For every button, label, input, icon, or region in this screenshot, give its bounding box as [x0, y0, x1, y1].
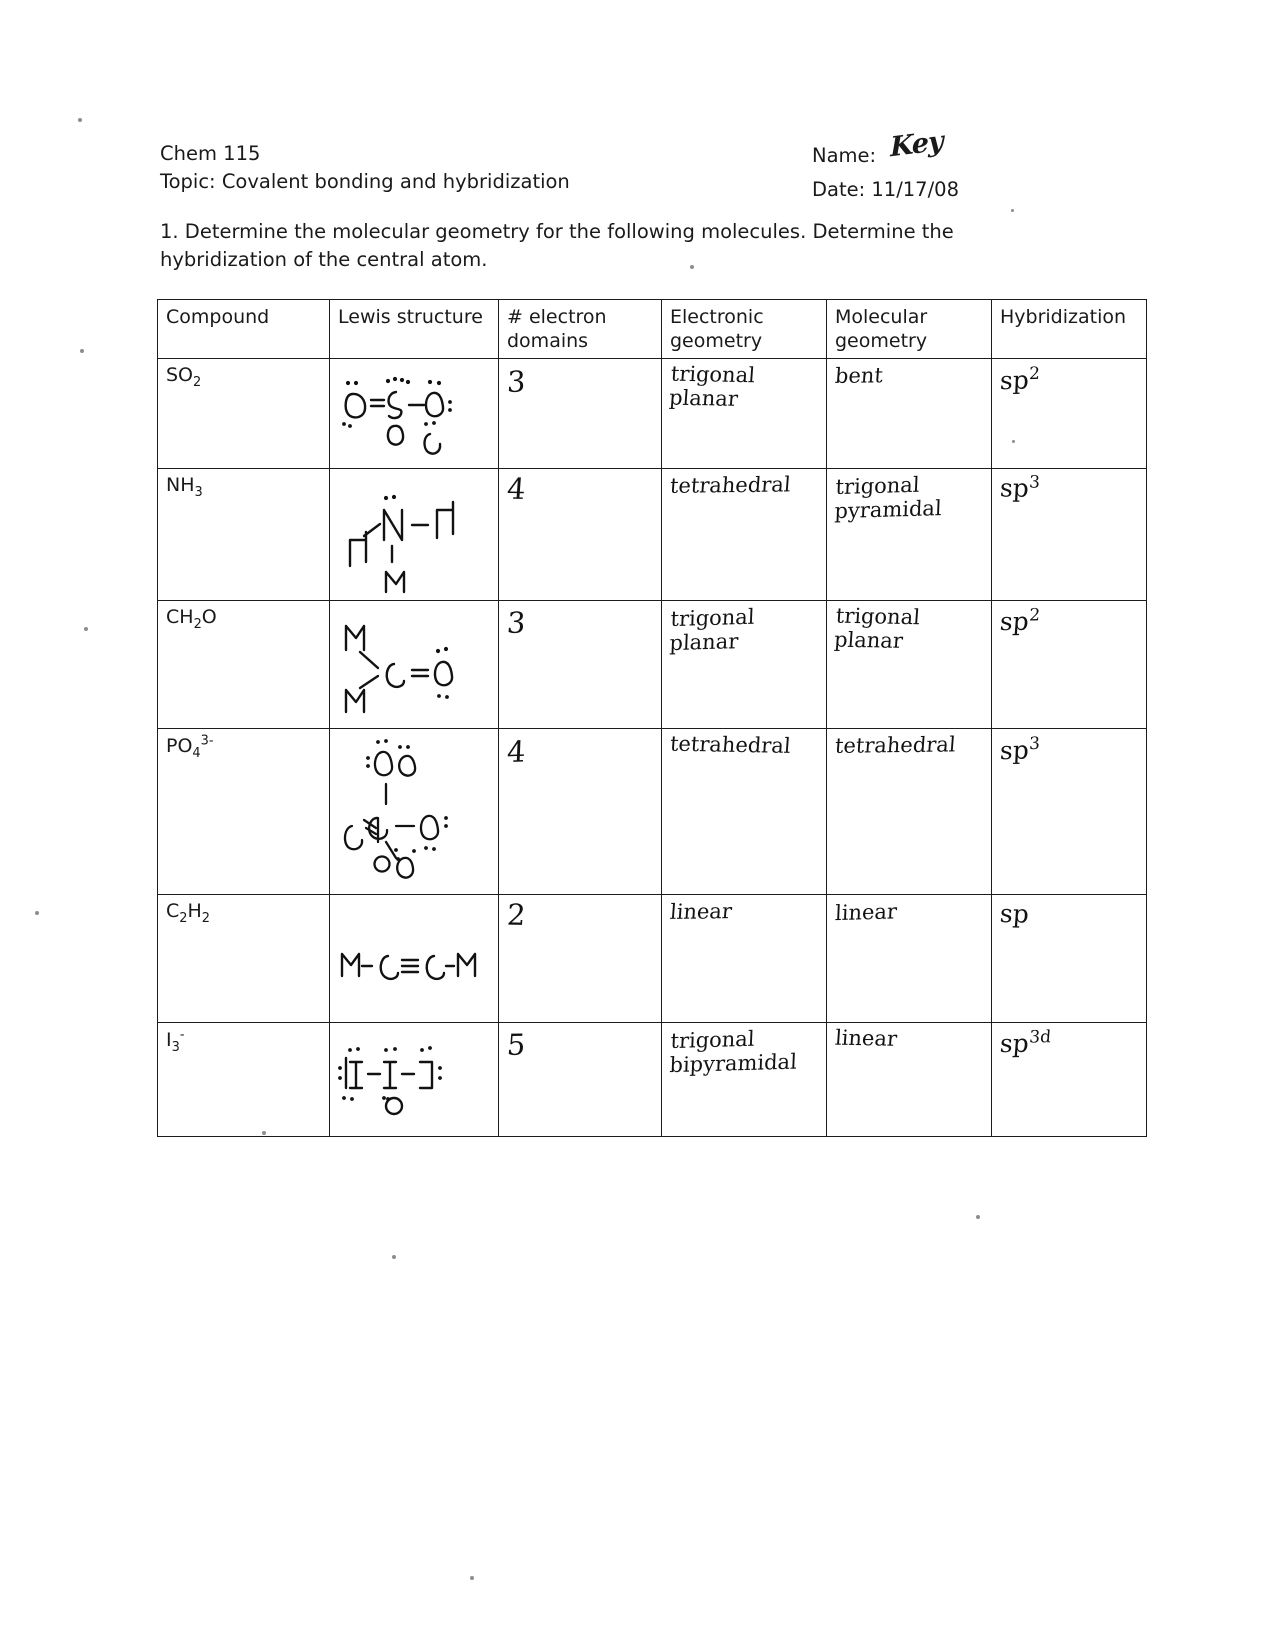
lewis-sketch-c2h2: [338, 900, 490, 1018]
scan-speck: [80, 349, 84, 353]
cell-electronic-geometry: [662, 600, 827, 728]
electronic-geometry-value: linear: [669, 898, 733, 924]
table-row: [158, 894, 1147, 1022]
cell-molecular-geometry: [827, 728, 992, 894]
lewis-sketch-so2: [338, 364, 490, 464]
name-row: [812, 125, 959, 175]
cell-hybridization: [992, 728, 1147, 894]
compound-formula: $C_2H_2$: [166, 899, 211, 926]
cell-electronic-geometry: [662, 894, 827, 1022]
cell-molecular-geometry: [827, 468, 992, 600]
geometry-table: [157, 299, 1147, 1137]
column-header-molecular-geometry: Molecular geometry: [827, 300, 992, 359]
cell-compound: [158, 728, 330, 894]
cell-electronic-geometry: [662, 1022, 827, 1136]
lewis-sketch-i3: [338, 1028, 490, 1132]
cell-lewis-structure: [330, 468, 499, 600]
cell-compound: [158, 894, 330, 1022]
cell-lewis-structure: [330, 358, 499, 468]
course-label: Chem 115: [160, 142, 261, 165]
scan-speck: [84, 627, 88, 631]
electron-domains-value: 3: [505, 605, 527, 640]
table-row: [158, 358, 1147, 468]
topic-label: Topic: Covalent bonding and hybridization: [160, 170, 570, 194]
electronic-geometry-value: trigonal bipyramidal: [669, 1026, 798, 1077]
cell-lewis-structure: [330, 728, 499, 894]
cell-hybridization: [992, 468, 1147, 600]
scan-speck: [35, 911, 39, 915]
electron-domains-value: 2: [505, 897, 527, 932]
electronic-geometry-value: tetrahedral: [669, 472, 792, 498]
cell-lewis-structure: [330, 600, 499, 728]
cell-lewis-structure: [330, 1022, 499, 1136]
cell-compound: [158, 358, 330, 468]
electronic-geometry-value: trigonal planar: [668, 361, 756, 411]
scan-speck: [1011, 209, 1014, 212]
electronic-geometry-value: tetrahedral: [669, 731, 792, 758]
electronic-geometry-value: trigonal planar: [669, 604, 756, 655]
scan-speck: [78, 118, 82, 122]
cell-electronic-geometry: [662, 358, 827, 468]
column-header-electron-domains: # electron domains: [499, 300, 662, 359]
molecular-geometry-value: linear: [834, 898, 898, 925]
question-prompt: 1. Determine the molecular geometry for the following molecules. Determine the hybridization of the central atom.: [160, 220, 954, 272]
hybridization-value: $sp^3$: [999, 733, 1041, 765]
molecular-geometry-value: bent: [834, 362, 884, 388]
date-row: [812, 175, 959, 204]
name-label: Name:: [812, 144, 877, 167]
cell-electron-domains: [499, 1022, 662, 1136]
compound-formula: $I_3^-$: [166, 1027, 185, 1055]
electron-domains-value: 5: [505, 1027, 527, 1062]
cell-electronic-geometry: [662, 468, 827, 600]
cell-electron-domains: [499, 894, 662, 1022]
cell-electron-domains: [499, 468, 662, 600]
date-label: Date:: [812, 177, 866, 201]
cell-compound: [158, 600, 330, 728]
header-left-block: [160, 140, 570, 197]
name-value-handwritten: Key: [890, 125, 943, 164]
column-header-hybridization: Hybridization: [992, 300, 1147, 359]
lewis-sketch-ch2o: [338, 606, 490, 724]
cell-hybridization: [992, 1022, 1147, 1136]
cell-molecular-geometry: [827, 358, 992, 468]
electron-domains-value: 4: [505, 471, 527, 506]
lewis-sketch-nh3: [338, 474, 490, 596]
cell-hybridization: [992, 600, 1147, 728]
hybridization-value: $sp^{3d}$: [998, 1026, 1052, 1058]
compound-formula: $CH_2O$: [166, 605, 217, 632]
molecular-geometry-value: tetrahedral: [834, 732, 957, 758]
cell-electron-domains: [499, 358, 662, 468]
cell-electron-domains: [499, 728, 662, 894]
compound-formula: $NH_3$: [166, 473, 203, 500]
cell-compound: [158, 468, 330, 600]
lewis-sketch-po4: [338, 734, 490, 890]
cell-compound: [158, 1022, 330, 1136]
scan-speck: [392, 1255, 396, 1259]
hybridization-value: $sp^2$: [998, 604, 1041, 636]
molecular-geometry-value: trigonal planar: [833, 603, 921, 653]
scan-speck: [470, 1576, 474, 1580]
table-row: [158, 728, 1147, 894]
table-row: [158, 1022, 1147, 1136]
column-header-lewis-structure: Lewis structure: [330, 300, 499, 359]
hybridization-value: $sp^3$: [999, 472, 1041, 503]
cell-hybridization: [992, 894, 1147, 1022]
cell-molecular-geometry: [827, 1022, 992, 1136]
electron-domains-value: 3: [506, 364, 527, 399]
column-header-compound: Compound: [158, 300, 330, 359]
table-row: [158, 468, 1147, 600]
molecular-geometry-value: trigonal pyramidal: [834, 472, 943, 523]
compound-formula: $SO_2$: [166, 363, 202, 390]
molecular-geometry-value: linear: [834, 1025, 898, 1051]
table-row: [158, 600, 1147, 728]
cell-molecular-geometry: [827, 600, 992, 728]
header-right-block: [812, 125, 959, 204]
column-header-electronic-geometry: Electronic geometry: [662, 300, 827, 359]
cell-molecular-geometry: [827, 894, 992, 1022]
scan-speck: [976, 1215, 980, 1219]
cell-hybridization: [992, 358, 1147, 468]
hybridization-value: sp: [998, 898, 1030, 929]
electron-domains-value: 4: [506, 734, 527, 769]
cell-electron-domains: [499, 600, 662, 728]
cell-electronic-geometry: [662, 728, 827, 894]
hybridization-value: $sp^2$: [999, 363, 1041, 395]
table-header-row: [158, 300, 1147, 359]
cell-lewis-structure: [330, 894, 499, 1022]
date-value: 11/17/08: [871, 177, 959, 201]
compound-formula: $PO_4^{3-}$: [166, 733, 214, 761]
